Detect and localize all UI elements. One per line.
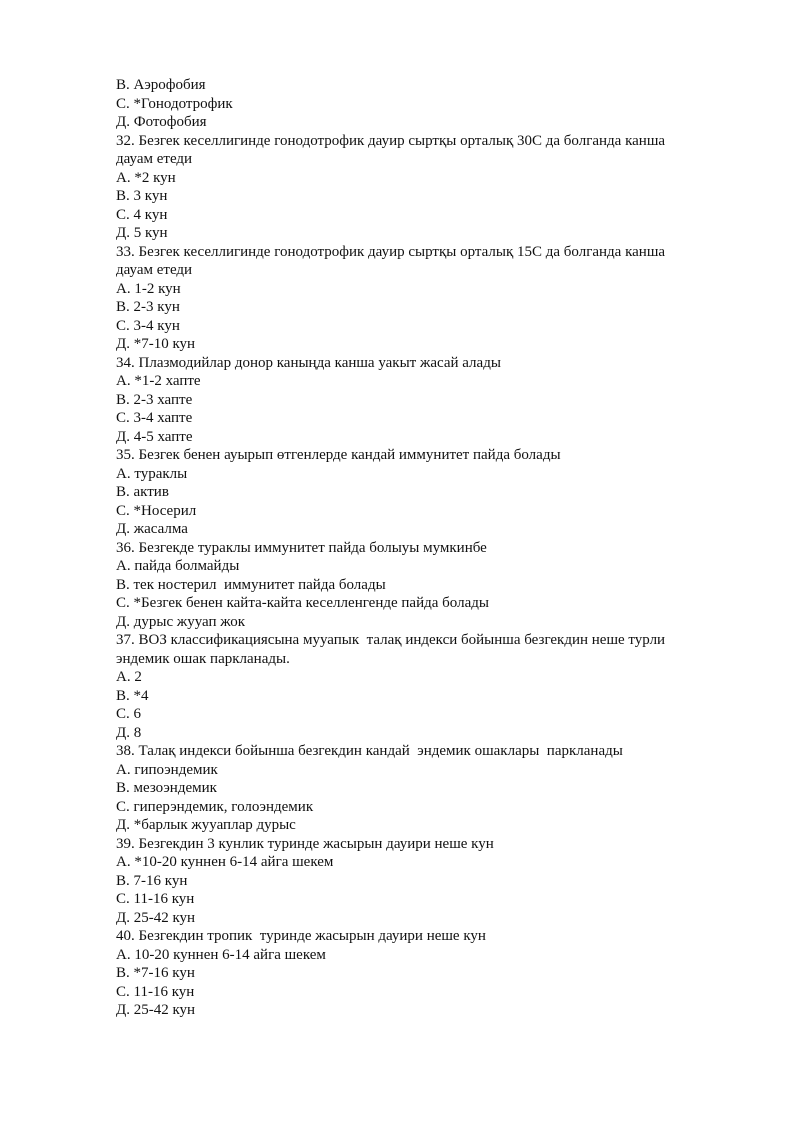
question-text: 37. ВОЗ классификациясына мууапык талақ индекси бойынша безгекдин неше турли <box>116 632 666 648</box>
answer-option: А. *10-20 куннен 6-14 айга шекем <box>116 854 334 870</box>
question-text: 38. Талақ индекси бойынша безгекдин кандай эндемик ошаклары паркланады <box>116 743 623 759</box>
question-text: 36. Безгекде тураклы иммунитет пайда болыуы мумкинбе <box>116 539 487 556</box>
answer-option: Д. *барлык жууаплар дурыс <box>116 817 296 833</box>
question-text: 34. Плазмодийлар донор каныңда канша уакыт жасай алады <box>116 354 501 371</box>
answer-option: С. *Безгек бенен кайта-кайта кеселленгенде пайда болады <box>116 595 489 611</box>
answer-option: А. гипоэндемик <box>116 761 218 778</box>
answer-option: Д. 4-5 хапте <box>116 428 193 445</box>
answer-option: В. 3 кун <box>116 188 168 204</box>
answer-option: Д. дурыс жууап жок <box>116 613 246 630</box>
question-text: 40. Безгекдин тропик туринде жасырын дауири неше кун <box>116 928 486 944</box>
answer-option: В. 7-16 кун <box>116 872 188 889</box>
answer-option: А. *1-2 хапте <box>116 373 201 389</box>
question-text: 32. Безгек кеселлигинде гонодотрофик дауир сыртқы орталық 30С да болганда канша <box>116 132 666 149</box>
question-text: эндемик ошак паркланады. <box>116 650 290 667</box>
answer-option: В. мезоэндемик <box>116 780 217 796</box>
answer-option: А. 2 <box>116 669 142 685</box>
answer-option: С. 3-4 кун <box>116 317 180 334</box>
question-text: 39. Безгекдин 3 кунлик туринде жасырын дауири неше кун <box>116 835 494 852</box>
answer-option: Д. 25-42 кун <box>116 1002 196 1018</box>
answer-option: С. *Гонодотрофик <box>116 95 233 112</box>
answer-option: В. 2-3 кун <box>116 299 180 315</box>
answer-option: С. 11-16 кун <box>116 891 195 907</box>
answer-option: С. 4 кун <box>116 206 168 223</box>
answer-option: Д. 25-42 кун <box>116 909 196 926</box>
question-text: 35. Безгек бенен ауырып өтгенлерде кандай иммунитет пайда болады <box>116 447 561 463</box>
answer-option: В. 2-3 хапте <box>116 391 193 408</box>
answer-option: А. 10-20 куннен 6-14 айга шекем <box>116 946 326 963</box>
question-text: дауам етеди <box>116 151 193 167</box>
answer-option: С. 6 <box>116 706 142 722</box>
answer-option: Д. *7-10 кун <box>116 336 196 352</box>
answer-option: А. пайда болмайды <box>116 558 240 574</box>
answer-option: А. 1-2 кун <box>116 280 181 297</box>
answer-option: А. тураклы <box>116 465 188 482</box>
answer-option: В. *7-16 кун <box>116 965 195 981</box>
answer-option: С. 3-4 хапте <box>116 410 193 426</box>
answer-option: Д. жасалма <box>116 521 188 537</box>
answer-option: В. тек ностерил иммунитет пайда болады <box>116 576 386 593</box>
answer-option: С. гиперэндемик, голоэндемик <box>116 798 314 815</box>
answer-option: В. Аэрофобия <box>116 77 206 93</box>
answer-option: В. *4 <box>116 687 149 704</box>
answer-option: Д. 8 <box>116 724 142 741</box>
answer-option: С. *Носерил <box>116 502 197 519</box>
question-text: дауам етеди <box>116 262 193 278</box>
answer-option: В. актив <box>116 484 169 500</box>
answer-option: Д. Фотофобия <box>116 114 207 130</box>
answer-option: А. *2 кун <box>116 169 176 186</box>
question-text: 33. Безгек кеселлигинде гонодотрофик дауир сыртқы орталық 15С да болганда канша <box>116 243 666 260</box>
answer-option: Д. 5 кун <box>116 225 168 241</box>
answer-option: С. 11-16 кун <box>116 983 195 1000</box>
document-page <box>116 76 716 1020</box>
